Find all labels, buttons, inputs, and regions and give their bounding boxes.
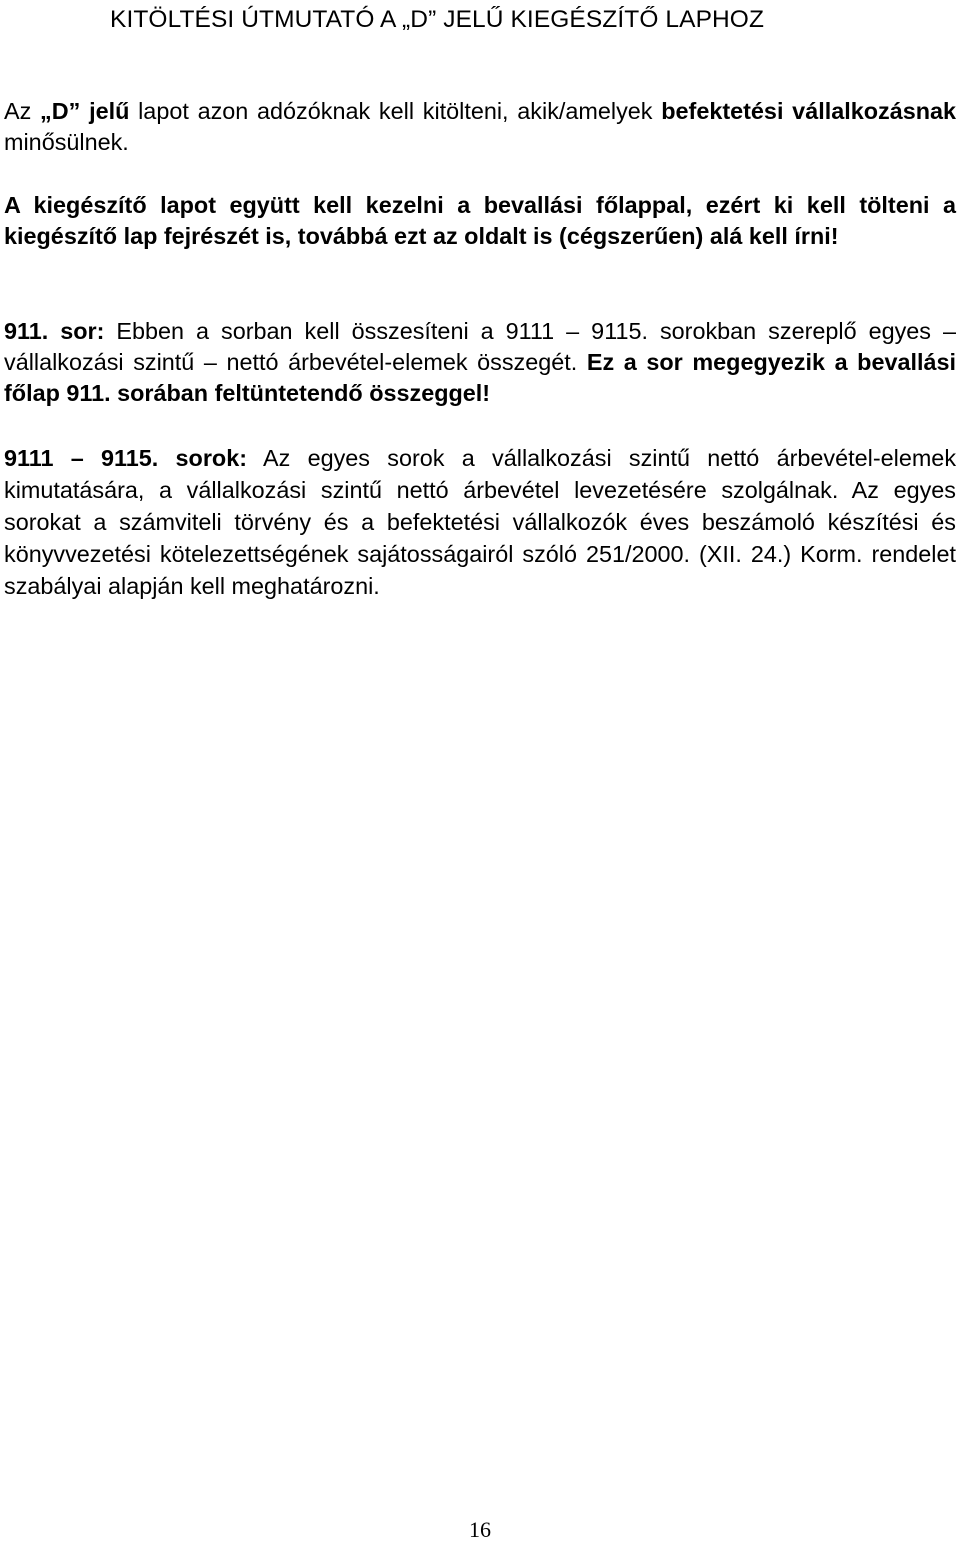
row-911-label: 911. sor:	[4, 318, 105, 344]
intro-text-2: lapot azon adózóknak kell kitölteni, akik/amelyek	[129, 98, 662, 124]
intro-investment-firm: befektetési vállalkozásnak	[661, 98, 957, 124]
row-911-text: Ebben a sorban kell összesíteni a 9111 – 9115. sorokban szereplő egyes – vállalkozási szintű – nettó árbevétel-elemek összegét.	[4, 318, 956, 375]
row-911-paragraph	[4, 316, 956, 409]
handling-paragraph	[4, 190, 956, 252]
rows-9111-9115-label: 9111 – 9115. sorok:	[4, 445, 248, 471]
intro-paragraph	[4, 96, 956, 158]
intro-text-1: Az	[4, 98, 41, 124]
intro-form-name: „D” jelű	[40, 98, 130, 124]
row-911-note: Ez a sor megegyezik a bevallási főlap 911. sorában feltüntetendő összeggel!	[4, 349, 956, 406]
page-number: 16	[469, 1517, 491, 1542]
page-title: KITÖLTÉSI ÚTMUTATÓ A „D” JELŰ KIEGÉSZÍTŐ LAPHOZ	[110, 6, 765, 33]
intro-text-3: minősülnek.	[4, 129, 129, 155]
rows-9111-9115-paragraph	[4, 442, 956, 602]
handling-text: A kiegészítő lapot együtt kell kezelni a bevallási főlappal, ezért ki kell tölteni a kiegészítő lap fejrészét is, továbbá ezt az oldalt is (cégszerűen) alá kell írni!	[4, 192, 956, 249]
rows-9111-9115-text: Az egyes sorok a vállalkozási szintű nettó árbevétel-elemek kimutatására, a vállalkozási szintű nettó árbevétel levezetésére szolgálnak. Az egyes sorokat a számviteli törvény és a befektetési vállalkozók éves beszámoló készítési és könyvvezetési kötelezettségének sajátosságairól szóló 251/2000. (XII. 24.) Korm. rendelet szabályai alapján kell meghatározni.	[4, 445, 957, 599]
